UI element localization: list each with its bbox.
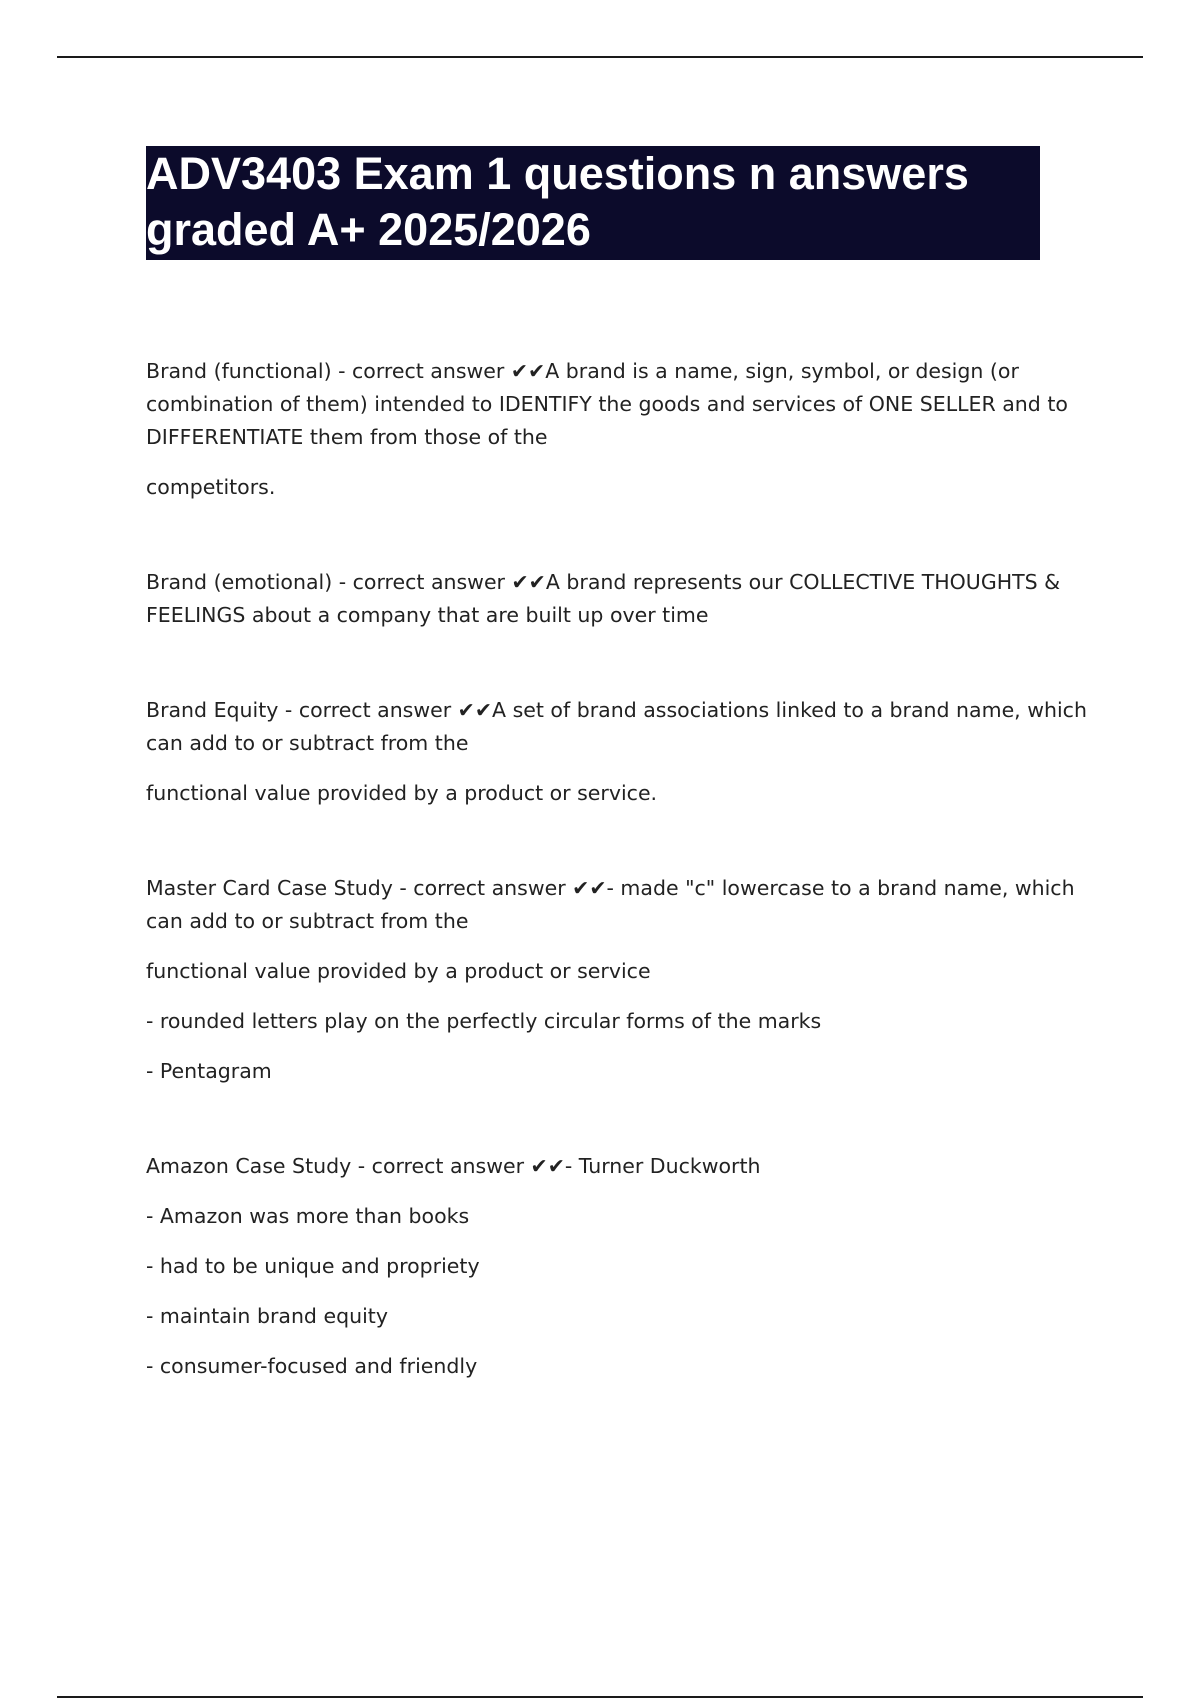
qa-text: Brand (functional) - correct answer ✔✔A brand is a name, sign, symbol, or design (or combination of them) intended to IDENTIFY the goods and services of ONE SELLER and to DIFFERENTIATE them from those of the bbox=[146, 359, 1068, 449]
qa-text: - Amazon was more than books bbox=[146, 1204, 470, 1228]
header-rule bbox=[57, 56, 1143, 58]
qa-text: - Pentagram bbox=[146, 1059, 272, 1083]
title-banner bbox=[146, 146, 1040, 260]
qa-text: Master Card Case Study - correct answer ✔✔- made "c" lowercase to a brand name, which can add to or subtract from the bbox=[146, 876, 1075, 933]
qa-text: Brand Equity - correct answer ✔✔A set of brand associations linked to a brand name, which can add to or subtract from the bbox=[146, 698, 1087, 755]
qa-entry-brand-equity bbox=[146, 694, 1096, 810]
qa-text: - consumer-focused and friendly bbox=[146, 1354, 478, 1378]
footer-rule bbox=[57, 1696, 1143, 1698]
qa-text: - maintain brand equity bbox=[146, 1304, 388, 1328]
qa-entry-amazon-case-study bbox=[146, 1150, 1096, 1383]
qa-text: functional value provided by a product or service bbox=[146, 959, 651, 983]
qa-text: - rounded letters play on the perfectly circular forms of the marks bbox=[146, 1009, 822, 1033]
document-title-line-2: graded A+ 2025/2026 bbox=[146, 204, 591, 255]
qa-text: Amazon Case Study - correct answer ✔✔- Turner Duckworth bbox=[146, 1154, 761, 1178]
qa-content bbox=[146, 355, 1096, 1383]
qa-entry-brand-functional bbox=[146, 355, 1096, 504]
document-title-line-1: ADV3403 Exam 1 questions n answers bbox=[146, 148, 969, 199]
qa-text: functional value provided by a product or service. bbox=[146, 781, 658, 805]
qa-text: Brand (emotional) - correct answer ✔✔A brand represents our COLLECTIVE THOUGHTS & FEELINGS about a company that are built up over time bbox=[146, 570, 1061, 627]
qa-entry-brand-emotional bbox=[146, 566, 1096, 632]
qa-entry-mastercard-case-study bbox=[146, 872, 1096, 1088]
qa-text: - had to be unique and propriety bbox=[146, 1254, 480, 1278]
document-title bbox=[146, 146, 1040, 258]
qa-text: competitors. bbox=[146, 475, 276, 499]
